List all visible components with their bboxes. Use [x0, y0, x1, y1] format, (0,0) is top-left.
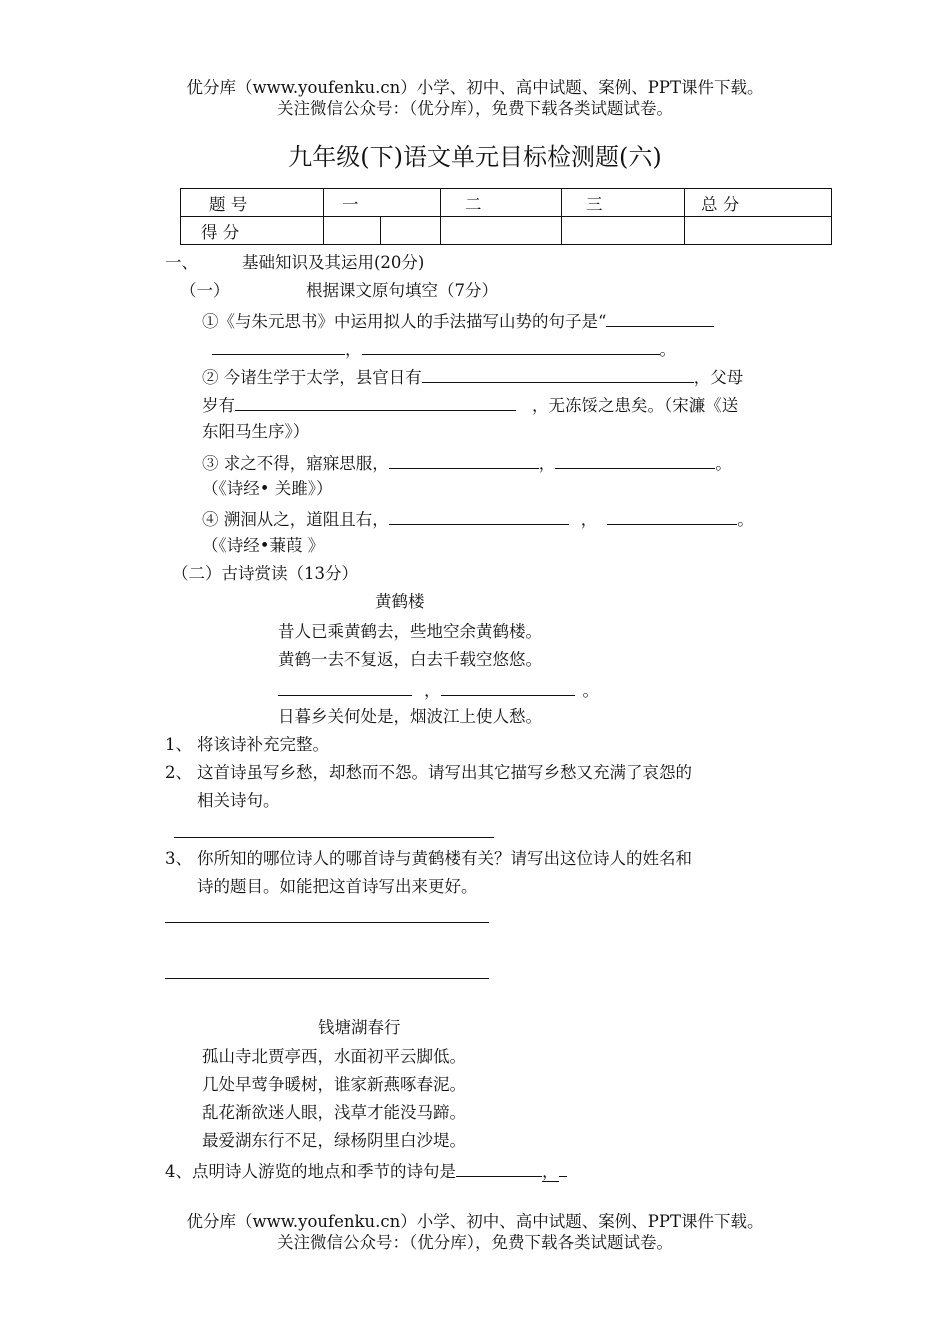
score-cell[interactable]: [381, 217, 441, 245]
score-table-label-cell: 得 分: [181, 217, 324, 245]
question-text: ①《与朱元思书》中运用拟人的手法描写山势的句子是“: [202, 312, 607, 331]
fill-question-2-source: 东阳马生序》）: [202, 422, 310, 441]
answer-blank[interactable]: [362, 338, 660, 355]
question-number: 3、: [165, 849, 192, 868]
poem-1-blank-line: [278, 679, 599, 701]
separator: ，: [542, 1162, 559, 1181]
question-4: [165, 1160, 567, 1182]
separator: ，: [424, 681, 441, 700]
fill-question-2-cont: [202, 394, 738, 416]
fill-question-3: [202, 452, 732, 474]
period: 。: [582, 681, 599, 700]
question-2-text: 这首诗虽写乡愁，却愁而不怨。请写出其它描写乡愁又充满了哀怨的: [197, 763, 692, 782]
poem-2-title: 钱塘湖春行: [318, 1018, 401, 1037]
page-title: 九年级(下)语文单元目标检测题(六): [288, 143, 662, 171]
answer-blank[interactable]: [278, 679, 412, 696]
question-4-text: 4、点明诗人游览的地点和季节的诗句是: [165, 1162, 456, 1181]
header-line-1: 优分库（www.youfenku.cn）小学、初中、高中试题、案例、PPT课件下载。: [186, 78, 764, 97]
subsection-1-title: 根据课文原句填空（7分）: [306, 281, 498, 300]
question-text: 岁有: [202, 396, 235, 415]
fill-question-1-cont: [212, 338, 676, 360]
question-text: ② 今诸生学于太学，县官日有: [202, 368, 422, 387]
separator: ，: [580, 510, 598, 529]
poem-1-title: 黄鹤楼: [375, 592, 425, 611]
answer-blank[interactable]: [555, 452, 715, 469]
footer-line-2: 关注微信公众号：（优分库），免费下载各类试题试卷。: [277, 1233, 673, 1252]
period: 。: [715, 454, 732, 473]
subsection-1-number: （一）: [180, 281, 230, 300]
fill-question-3-source: （《诗经• 关雎》）: [202, 479, 333, 498]
fill-question-1: [202, 310, 714, 332]
question-text: ③ 求之不得，寤寐思服，: [202, 454, 389, 473]
question-text: ，父母: [693, 368, 744, 387]
fill-question-4: [202, 508, 754, 530]
footer-line-1: 优分库（www.youfenku.cn）小学、初中、高中试题、案例、PPT课件下载。: [186, 1212, 764, 1231]
poem-1-line: 昔人已乘黄鹤去，些地空余黄鹤楼。: [278, 622, 542, 641]
score-table-header-cell: 三: [562, 189, 685, 217]
score-cell[interactable]: [562, 217, 685, 245]
answer-blank[interactable]: [559, 1160, 567, 1177]
poem-2-line: 孤山寺北贾亭西，水面初平云脚低。: [202, 1047, 466, 1066]
separator: ，: [538, 454, 556, 473]
period: 。: [737, 510, 754, 529]
separator: ，: [345, 340, 362, 359]
poem-2-line: 乱花渐欲迷人眼，浅草才能没马蹄。: [202, 1103, 466, 1122]
score-table-score-row: [181, 217, 832, 245]
score-cell[interactable]: [324, 217, 381, 245]
question-1-text: 将该诗补充完整。: [197, 735, 329, 754]
score-cell[interactable]: [685, 217, 832, 245]
header-line-2: 关注微信公众号：（优分库），免费下载各类试题试卷。: [277, 99, 673, 118]
answer-line[interactable]: [165, 922, 489, 923]
fill-question-2: [202, 366, 743, 388]
answer-line[interactable]: [165, 978, 489, 979]
poem-2-line: 几处早莺争暖树，谁家新燕啄春泥。: [202, 1075, 466, 1094]
answer-blank[interactable]: [607, 508, 737, 525]
question-number: 2、: [165, 763, 192, 782]
answer-blank[interactable]: [212, 338, 345, 355]
poem-2-line: 最爱湖东行不足，绿杨阴里白沙堤。: [202, 1131, 466, 1150]
question-3-text-cont: 诗的题目。如能把这首诗写出来更好。: [197, 877, 478, 896]
answer-blank[interactable]: [606, 310, 714, 327]
answer-blank[interactable]: [389, 508, 569, 525]
section-1-number: 一、: [165, 253, 198, 272]
question-text: ，无冻馁之患矣。（宋濂《送: [532, 396, 739, 415]
score-table-header-cell: 二: [441, 189, 562, 217]
answer-blank[interactable]: [235, 394, 516, 411]
poem-1-line: 黄鹤一去不复返，白去千载空悠悠。: [278, 650, 542, 669]
score-table-header-cell: 总 分: [685, 189, 832, 217]
subsection-2-title: （二）古诗赏读（13分）: [172, 564, 358, 583]
score-table-header-row: [181, 189, 832, 217]
score-table-header-cell: 题 号: [181, 189, 324, 217]
period: 。: [659, 340, 676, 359]
fill-question-4-source: （《诗经•蒹葭 》: [202, 536, 325, 555]
poem-1-line: 日暮乡关何处是，烟波江上使人愁。: [278, 707, 542, 726]
score-table: [180, 188, 832, 245]
answer-blank[interactable]: [389, 452, 539, 469]
score-table-header-cell: 一: [324, 189, 441, 217]
answer-blank[interactable]: [456, 1160, 542, 1177]
question-2-text-cont: 相关诗句。: [197, 791, 280, 810]
answer-line[interactable]: [174, 837, 494, 838]
question-text: ④ 溯洄从之，道阻且右，: [202, 510, 389, 529]
answer-blank[interactable]: [441, 679, 575, 696]
question-3-text: 你所知的哪位诗人的哪首诗与黄鹤楼有关？请写出这位诗人的姓名和: [197, 849, 692, 868]
section-1-title: 基础知识及其运用(20分): [242, 253, 425, 272]
score-cell[interactable]: [441, 217, 562, 245]
answer-blank[interactable]: [422, 366, 694, 383]
question-number: 1、: [165, 735, 192, 754]
